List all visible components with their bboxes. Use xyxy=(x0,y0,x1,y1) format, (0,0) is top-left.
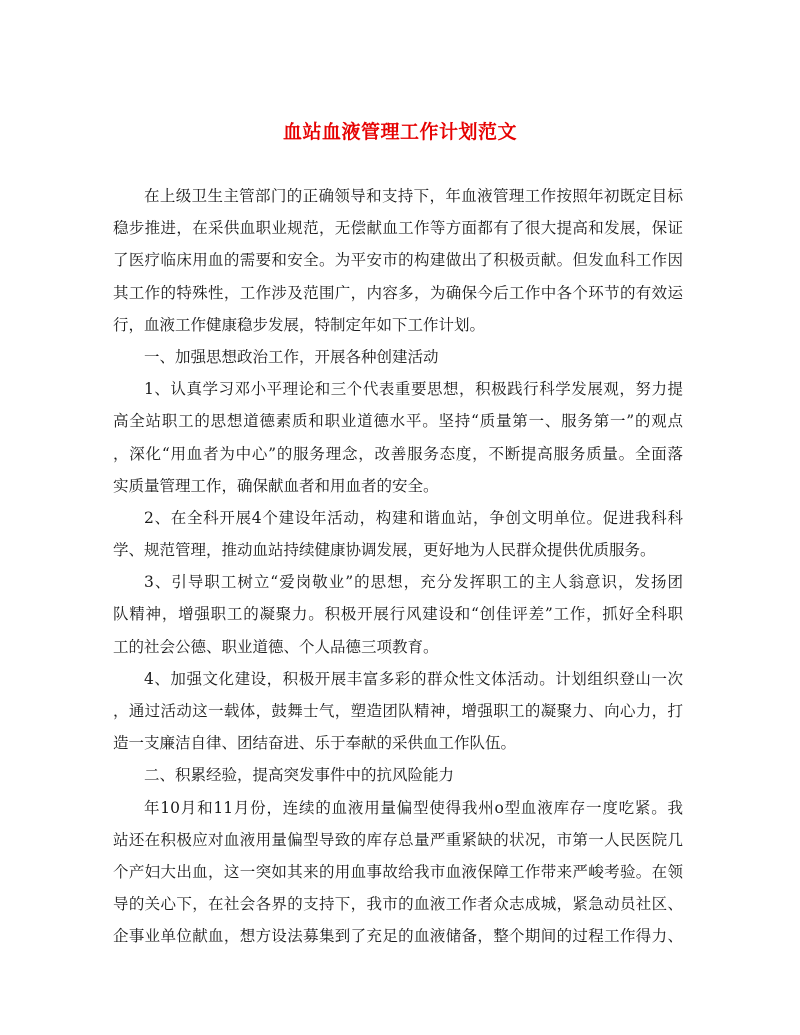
text-line: 企事业单位献血，想方设法募集到了充足的血液储备，整个期间的过程工作得力、 xyxy=(113,927,683,946)
text-line: 4、加强文化建设，积极开展丰富多彩的群众性文体活动。计划组织登山一次 xyxy=(144,669,683,688)
text-line: 工的社会公德、职业道德、个人品德三项教育。 xyxy=(113,637,439,656)
text-line: 3、引导职工树立“爱岗敬业”的思想，充分发挥职工的主人翁意识，发扬团 xyxy=(144,573,683,592)
text-line: 在上级卫生主管部门的正确领导和支持下，年血液管理工作按照年初既定目标 xyxy=(144,187,683,205)
text-line: 年10月和11月份，连续的血液用量偏型使得我州o型血液库存一度吃紧。我 xyxy=(144,798,683,817)
text-line: 一、加强思想政治工作，开展各种创建活动 xyxy=(144,347,439,366)
text-line: 个产妇大出血，这一突如其来的用血事故给我市血液保障工作带来严峻考验。在领 xyxy=(113,862,683,881)
text-line: 1、认真学习邓小平理论和三个代表重要思想，积极践行科学发展观，努力提 xyxy=(144,380,683,399)
text-line: 其工作的特殊性，工作涉及范围广，内容多，为确保今后工作中各个环节的有效运 xyxy=(113,283,683,302)
text-line: 二、积累经验，提高突发事件中的抗风险能力 xyxy=(144,766,455,785)
text-line: 造一支廉洁自律、团结奋进、乐于奉献的采供血工作队伍。 xyxy=(113,734,517,753)
text-line: 队精神，增强职工的凝聚力。积极开展行风建设和“创佳评差”工作，抓好全科职 xyxy=(113,605,683,624)
text-line: 实质量管理工作，确保献血者和用血者的安全。 xyxy=(113,476,439,495)
text-line: ，深化“用血者为中心”的服务理念，改善服务态度，不断提高服务质量。全面落 xyxy=(113,444,683,463)
text-line: ，通过活动这一载体，鼓舞士气，塑造团队精神，增强职工的凝聚力、向心力，打 xyxy=(113,702,683,720)
text-line: 稳步推进，在采供血职业规范，无偿献血工作等方面都有了很大提高和发展，保证 xyxy=(113,219,683,238)
text-line: 行，血液工作健康稳步发展，特制定年如下工作计划。 xyxy=(113,315,486,334)
text-line: 学、规范管理，推动血站持续健康协调发展，更好地为人民群众提供优质服务。 xyxy=(113,541,656,560)
document-body xyxy=(113,180,683,953)
text-line: 2、在全科开展4个建设年活动，构建和谐血站，争创文明单位。促进我科科 xyxy=(144,508,683,527)
document-title: 血站血液管理工作计划范文 xyxy=(282,121,517,143)
text-line: 了医疗临床用血的需要和安全。为平安市的构建做出了积极贡献。但发血科工作因 xyxy=(113,251,683,270)
text-line: 站还在积极应对血液用量偏型导致的库存总量严重紧缺的状况，市第一人民医院几 xyxy=(113,830,683,849)
text-line: 导的关心下，在社会各界的支持下，我市的血液工作者众志成城，紧急动员社区、 xyxy=(113,895,683,914)
text-line: 高全站职工的思想道德素质和职业道德水平。坚持“质量第一、服务第一”的观点 xyxy=(113,412,683,431)
